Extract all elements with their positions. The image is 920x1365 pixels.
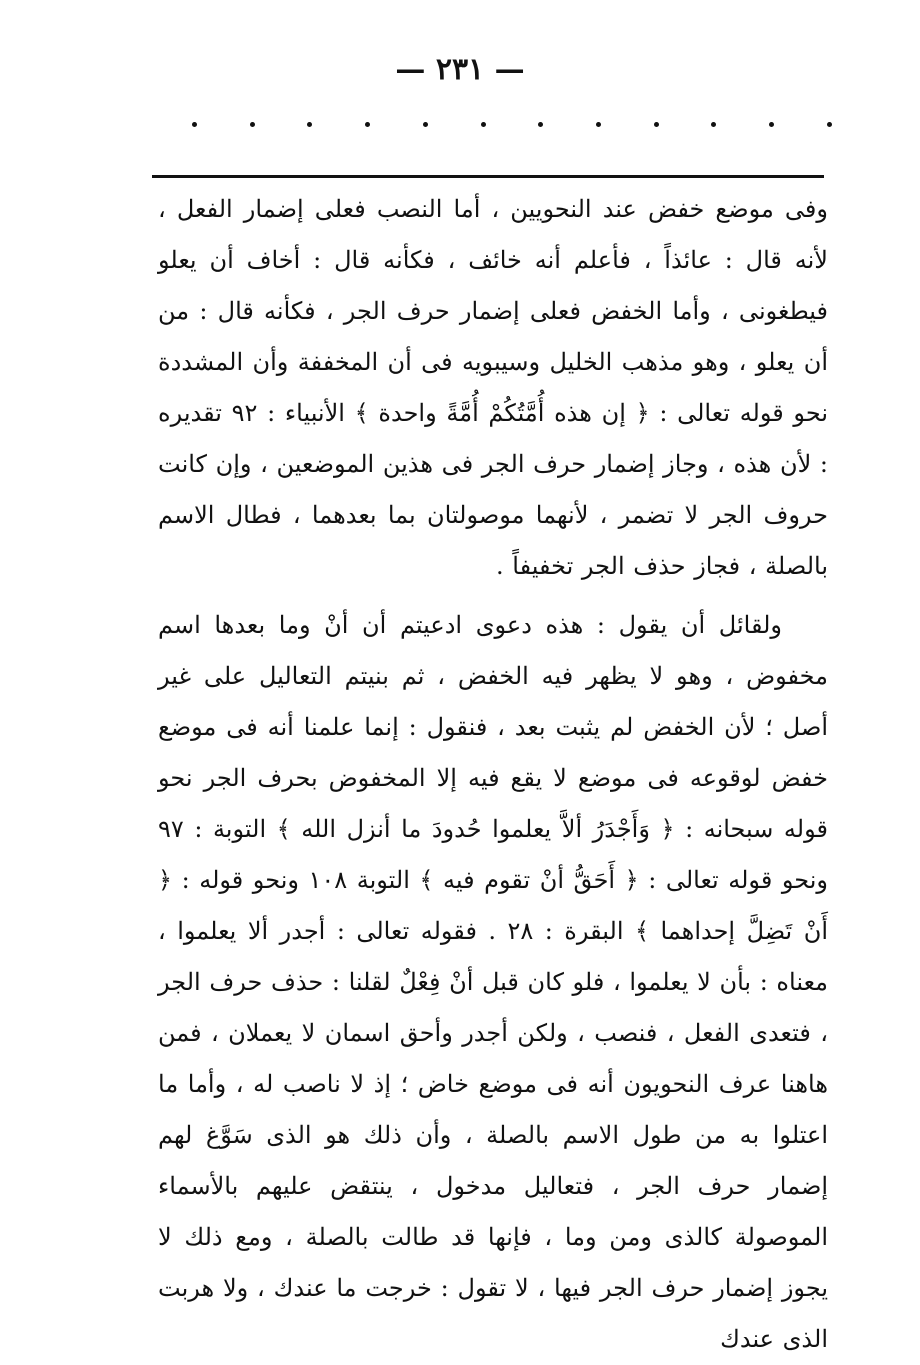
ornament-dot <box>711 122 716 127</box>
page-number: — ٢٣١ — <box>395 52 525 87</box>
ornament-dot <box>538 122 543 127</box>
paragraph-1: وفى موضع خفض عند النحويين ، أما النصب فعلى إضمار الفعل ، لأنه قال : عائذاً ، فأعلم أنه خائف ، فكأنه قال : أخاف أن يعلو فيطغونى ، وأما الخفض فعلى إضمار حرف الجر ، فكأنه قال : من أن يعلو ، وهو مذهب الخليل وسيبويه فى أن المخففة وأن المشددة نحو قوله تعالى : ﴿ إن هذه أُمَّتُكُمْ أُمَّةً واحدة ﴾ الأنبياء : ٩٢ تقديره : لأن هذه ، وجاز إضمار حرف الجر فى هذين الموضعين ، وإن كانت حروف الجر لا تضمر ، لأنهما موصولتان بما بعدهما ، فطال الاسم بالصلة ، فجاز حذف الجر تخفيفاً . <box>158 195 828 580</box>
header-rule <box>152 175 824 178</box>
paragraph-2: ولقائل أن يقول : هذه دعوى ادعيتم أن أنْ وما بعدها اسم مخفوض ، وهو لا يظهر فيه الخفض ، ثم بنيتم التعاليل على غير أصل ؛ لأن الخفض لم يثبت بعد ، فنقول : إنما علمنا أنه فى موضع خفض لوقوعه فى موضع لا يقع فيه إلا المخفوض بحرف الجر نحو قوله سبحانه : ﴿ وَأَجْدَرُ ألاَّ يعلموا حُدودَ ما أنزل الله ﴾ التوبة : ٩٧ ونحو قوله تعالى : ﴿ أَحَقُّ أنْ تقوم فيه ﴾ التوبة ١٠٨ ونحو قوله : ﴿ أَنْ تَضِلَّ إحداهما ﴾ البقرة : ٢٨ . فقوله تعالى : أجدر ألا يعلموا ، معناه : بأن لا يعلموا ، فلو كان قبل أنْ فِعْلٌ لقلنا : حذف حرف الجر ، فتعدى الفعل ، فنصب ، ولكن أجدر وأحق اسمان لا يعملان ، فمن هاهنا عرف النحويون أنه فى موضع خاض ؛ إذ لا ناصب له ، وأما ما اعتلوا به من طول الاسم بالصلة ، وأن ذلك هو الذى سَوَّغ لهم إضمار حرف الجر ، فتعاليل مدخول ، ينتقض عليهم بالأسماء الموصولة كالذى ومن وما ، فإنها قد طالت بالصلة ، ومع ذلك لا يجوز إضمار حرف الجر فيها ، لا تقول : خرجت ما عندك ، ولا هربت الذى عندك <box>158 611 828 1353</box>
ornament-dot <box>192 122 197 127</box>
ornament-dot <box>827 122 832 127</box>
ornament-dot <box>250 122 255 127</box>
ornament-dot <box>423 122 428 127</box>
ornament-dot <box>769 122 774 127</box>
ornament-dot <box>307 122 312 127</box>
ornament-dot <box>654 122 659 127</box>
ornament-dot <box>481 122 486 127</box>
ornament-dot <box>596 122 601 127</box>
ornament-dots <box>192 122 832 127</box>
ornament-dot <box>365 122 370 127</box>
